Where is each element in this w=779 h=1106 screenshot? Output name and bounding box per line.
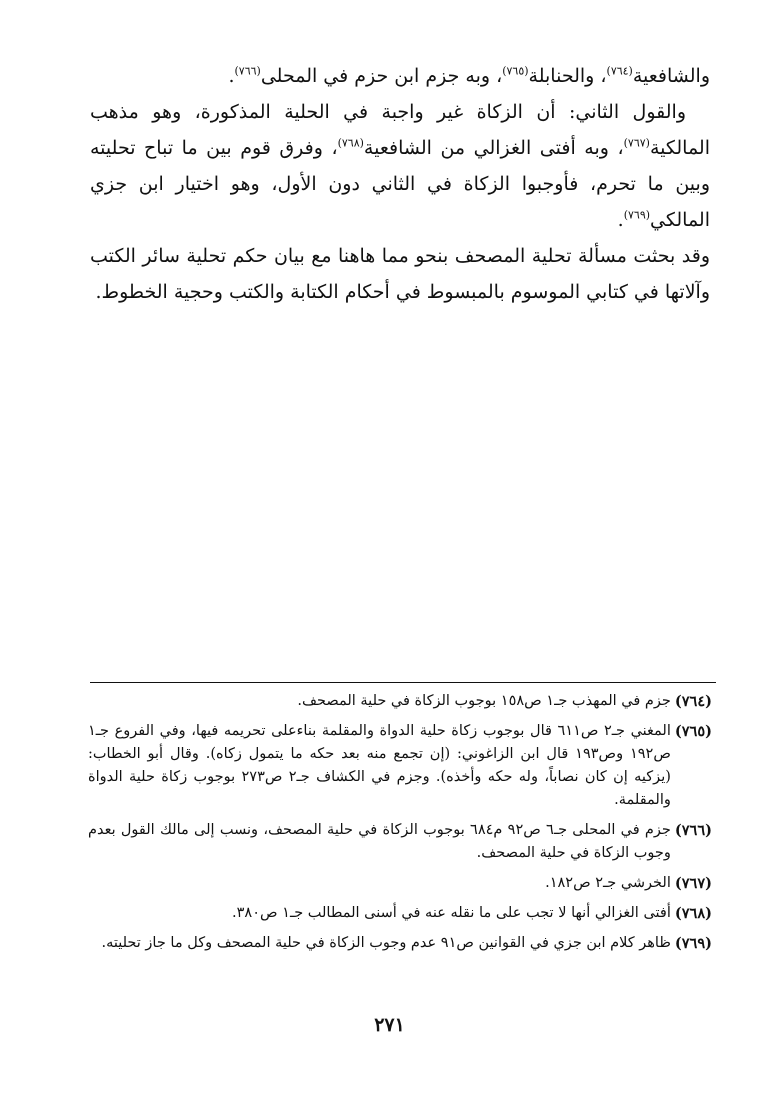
paragraph-continuation [90, 58, 710, 94]
footnote-768 [88, 902, 712, 925]
text-run: . [228, 65, 235, 87]
footnote-769 [88, 932, 712, 955]
footnote-765 [88, 720, 712, 812]
footnote-text: المغني جـ٢ ص٦١١ قال بوجوب زكاة حلية الدواة والمقلمة بناءعلى تحريمه فيها، وفي الفروع جـ١ ص١٩٢ وص١٩٣ قال ابن الزاغوني: (إن تجمع منه بعد حكه ما يتمول زكاه). وقال أبو الخطاب: (يزكيه إن كان نصاباً، وله حكه وأخذه). وجزم في الكشاف جـ٢ ص٢٧٣ بوجوب زكاة حلية الدواة والمقلمة. [88, 723, 671, 808]
footnote-ref-768[interactable]: (٧٦٨) [337, 136, 364, 150]
footnotes [88, 690, 712, 962]
text-run: ، وبه أفتى الغزالي من الشافعية [363, 137, 624, 159]
footnote-number: (٧٦٨) [674, 905, 712, 922]
footnote-number: (٧٦٤) [674, 693, 712, 710]
main-text [90, 58, 710, 310]
footnote-text: أفتى الغزالي أنها لا تجب على ما نقله عنه في أسنى المطالب جـ١ ص٣٨٠. [232, 905, 671, 921]
text-run: والقول الثاني: أن الزكاة غير واجبة في الحلية المذكورة، وهو مذهب المالكية [90, 101, 710, 159]
text-run: ، وفرق قوم بين ما تباح تحليته وبين ما تحرم، فأوجبوا الزكاة في الثاني دون الأول، وهو اختيار ابن جزي المالكي [90, 137, 710, 231]
page-number: ٢٧١ [374, 1014, 405, 1036]
footnote-number: (٧٦٥) [674, 723, 712, 740]
footnote-text: ظاهر كلام ابن جزي في القوانين ص٩١ عدم وجوب الزكاة في حلية المصحف وكل ما جاز تحليته. [101, 935, 671, 951]
footnote-767 [88, 872, 712, 895]
footnote-764 [88, 690, 712, 713]
text-run: والشافعية [632, 65, 710, 87]
footnote-ref-769[interactable]: (٧٦٩) [623, 208, 651, 222]
text-run: ، وبه جزم ابن حزم في المحلى [260, 65, 503, 87]
footnote-766 [88, 819, 712, 865]
paragraph-second-opinion [90, 94, 710, 238]
text-run: وقد بحثت مسألة تحلية المصحف بنحو مما هاهنا مع بيان حكم تحلية سائر الكتب وآلاتها في كتابي الموسوم بالمبسوط في أحكام الكتابة والكتب وحجية الخطوط. [90, 245, 710, 303]
footnote-ref-764[interactable]: (٧٦٤) [606, 64, 633, 78]
footnote-text: جزم في المهذب جـ١ ص١٥٨ بوجوب الزكاة في حلية المصحف. [297, 693, 671, 709]
footnote-number: (٧٦٧) [674, 875, 712, 892]
footnote-ref-765[interactable]: (٧٦٥) [502, 64, 529, 78]
footnote-ref-767[interactable]: (٧٦٧) [623, 136, 650, 150]
footnote-text: الخرشي جـ٢ ص١٨٢. [545, 875, 671, 891]
text-run: . [617, 209, 624, 231]
footnote-ref-766[interactable]: (٧٦٦) [234, 64, 261, 78]
footnote-number: (٧٦٩) [674, 935, 712, 952]
footnote-text: جزم في المحلى جـ٦ ص٩٢ م٦٨٤ بوجوب الزكاة في حلية المصحف، ونسب إلى مالك القول بعدم وجوب الزكاة في حلية المصحف. [88, 822, 671, 861]
text-run: ، والحنابلة [528, 65, 607, 87]
footnote-separator [90, 682, 716, 683]
footnote-number: (٧٦٦) [674, 822, 712, 839]
paragraph-author-note [90, 238, 710, 310]
